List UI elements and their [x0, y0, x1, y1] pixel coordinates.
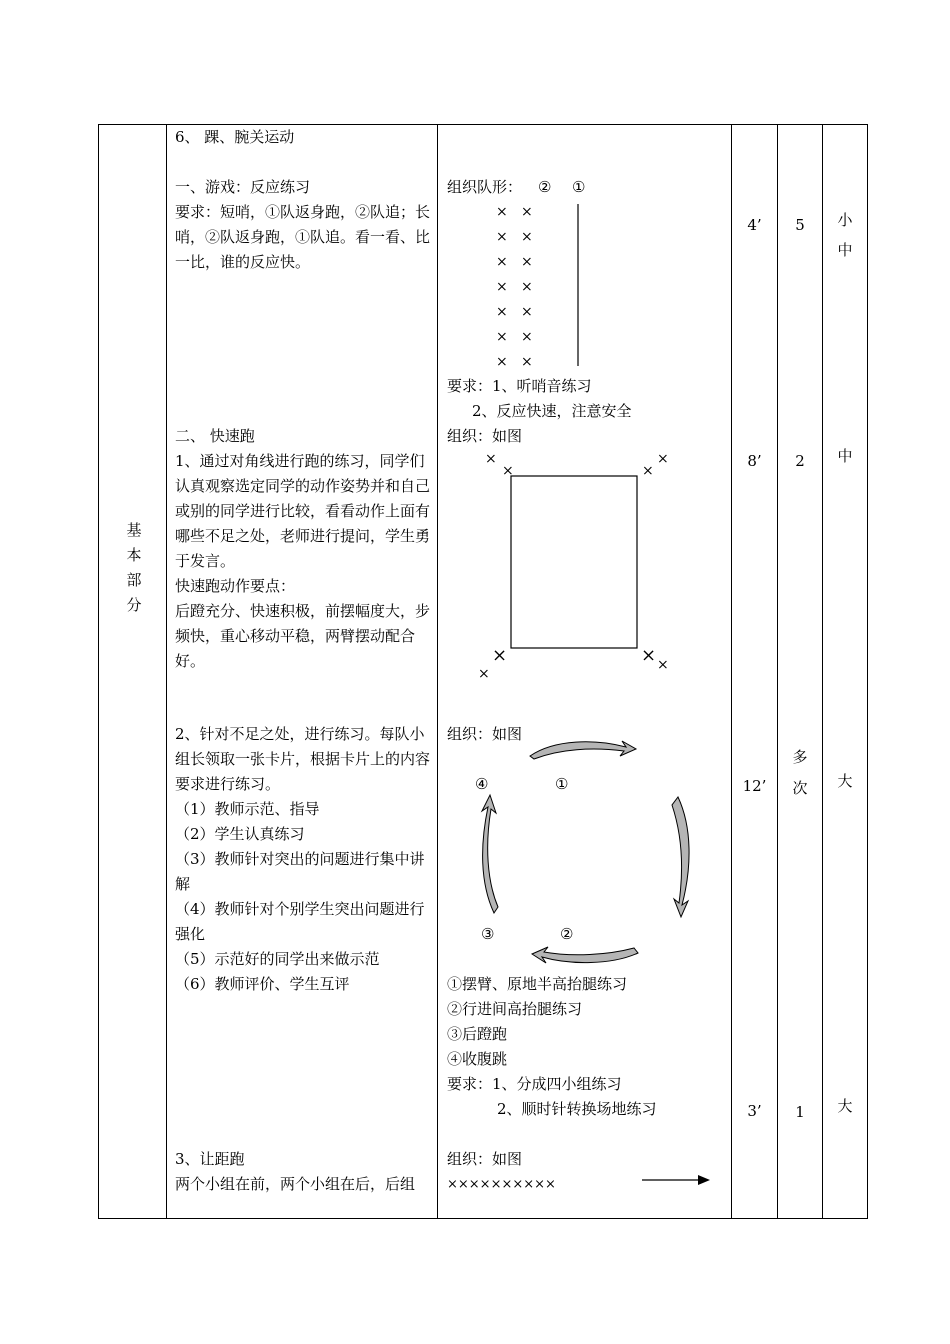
- section-label-char: 分: [126, 596, 142, 614]
- section-label-char: 部: [126, 571, 142, 589]
- student-mark: ×: [521, 279, 533, 295]
- practice-step: （2）学生认真练习: [175, 825, 305, 843]
- station-desc: ①摆臂、原地半高抬腿练习: [447, 975, 628, 993]
- game-requirement: 要求：短哨，①队返身跑，②队追；长哨，②队返身跑，①队追。看一看、比一比，谁的反应快。: [175, 203, 431, 271]
- arrow-head: [698, 1175, 710, 1185]
- formation-req-1: 要求：1、听哨音练习: [447, 377, 592, 395]
- team-1-label: ①: [572, 178, 586, 196]
- handicap-run-title: 3、让距跑: [175, 1150, 245, 1168]
- count-cell: 2: [795, 452, 805, 470]
- practice-step: （6）教师评价、学生互评: [175, 975, 350, 993]
- boundary-line: [577, 204, 579, 366]
- station-desc: ③后蹬跑: [447, 1025, 508, 1043]
- student-mark: ×: [496, 304, 508, 320]
- station-label: ④: [475, 775, 489, 793]
- arrow-top-icon: [530, 741, 636, 759]
- intensity-cell: 大: [837, 772, 853, 790]
- column-divider: [437, 124, 438, 1219]
- field-rectangle: [511, 476, 637, 648]
- organization-label: 组织：如图: [447, 427, 523, 445]
- intensity-cell: 大: [837, 1097, 853, 1115]
- corner-mark: ×: [657, 657, 669, 673]
- corner-mark: ×: [502, 463, 514, 479]
- student-mark: ×: [496, 329, 508, 345]
- count-cell: 5: [795, 216, 805, 234]
- station-req-2: 2、顺时针转换场地练习: [497, 1100, 657, 1118]
- student-mark: ×: [521, 254, 533, 270]
- section-label-char: 本: [126, 546, 142, 564]
- student-mark: ×: [496, 279, 508, 295]
- time-cell: 8’: [747, 452, 762, 470]
- formation-req-2: 2、反应快速，注意安全: [472, 402, 632, 420]
- arrow-bottom-icon: [532, 947, 638, 963]
- station-req-1: 要求：1、分成四小组练习: [447, 1075, 622, 1093]
- column-divider: [731, 124, 732, 1219]
- handicap-run-text: 两个小组在前，两个小组在后，后组: [175, 1175, 416, 1193]
- practice-step: （1）教师示范、指导: [175, 800, 320, 818]
- game-title: 一、游戏：反应练习: [175, 178, 311, 196]
- corner-mark: ×: [657, 451, 669, 467]
- corner-mark: ×: [642, 463, 654, 479]
- student-mark: ×: [521, 229, 533, 245]
- practice-paragraph: 2、针对不足之处，进行练习。每队小组长领取一张卡片，根据卡片上的内容要求进行练习。: [175, 725, 431, 793]
- station-label: ②: [560, 925, 574, 943]
- count-cell: 1: [795, 1103, 805, 1121]
- practice-step: （5）示范好的同学出来做示范: [175, 950, 380, 968]
- arrow-right-icon: [672, 797, 689, 917]
- student-mark: ×: [521, 354, 533, 370]
- student-mark: ×: [496, 204, 508, 220]
- count-cell: 多: [792, 748, 808, 766]
- rotation-arrows-figure: [460, 735, 720, 975]
- intensity-cell: 中: [837, 241, 853, 259]
- formation-label: 组织队形：: [447, 178, 523, 196]
- station-label: ③: [481, 925, 495, 943]
- corner-mark: ×: [485, 451, 497, 467]
- column-divider: [777, 124, 778, 1219]
- corner-mark: ×: [478, 666, 490, 682]
- count-cell: 次: [792, 779, 808, 797]
- time-cell: 12’: [742, 777, 767, 795]
- team-2-label: ②: [538, 178, 552, 196]
- time-cell: 3’: [747, 1102, 762, 1120]
- column-divider: [822, 124, 823, 1219]
- organization-label: 组织：如图: [447, 725, 523, 743]
- practice-step: （3）教师针对突出的问题进行集中讲解: [175, 850, 425, 893]
- column-divider: [166, 124, 167, 1219]
- student-mark: ×: [496, 229, 508, 245]
- row-of-students: ××××××××××: [447, 1177, 556, 1192]
- sprint-title: 二、 快速跑: [175, 427, 255, 445]
- student-mark: ×: [521, 329, 533, 345]
- practice-step: （4）教师针对个别学生突出问题进行强化: [175, 900, 425, 943]
- item-ankle-wrist: 6、 踝、腕关运动: [175, 128, 295, 146]
- sprint-key-title: 快速跑动作要点：: [175, 577, 296, 595]
- organization-label: 组织：如图: [447, 1150, 523, 1168]
- intensity-cell: 小: [837, 211, 853, 229]
- time-cell: 4’: [747, 216, 762, 234]
- student-mark: ×: [496, 254, 508, 270]
- station-desc: ②行进间高抬腿练习: [447, 1000, 583, 1018]
- arrow-left-icon: [482, 795, 498, 913]
- station-desc: ④收腹跳: [447, 1050, 508, 1068]
- sprint-paragraph: 1、通过对角线进行跑的练习，同学们认真观察选定同学的动作姿势并和自己或别的同学进行比较，看看动作上面有哪些不足之处，老师进行提问，学生勇于发言。: [175, 452, 431, 570]
- corner-mark: ×: [641, 645, 657, 666]
- student-mark: ×: [496, 354, 508, 370]
- intensity-cell: 中: [837, 447, 853, 465]
- direction-arrow-icon: [642, 1174, 712, 1186]
- student-mark: ×: [521, 304, 533, 320]
- section-label-char: 基: [126, 521, 142, 539]
- student-mark: ×: [521, 204, 533, 220]
- station-label: ①: [555, 775, 569, 793]
- sprint-key-points: 后蹬充分、快速积极，前摆幅度大，步频快，重心移动平稳，两臂摆动配合好。: [175, 602, 431, 670]
- corner-mark: ×: [492, 645, 508, 666]
